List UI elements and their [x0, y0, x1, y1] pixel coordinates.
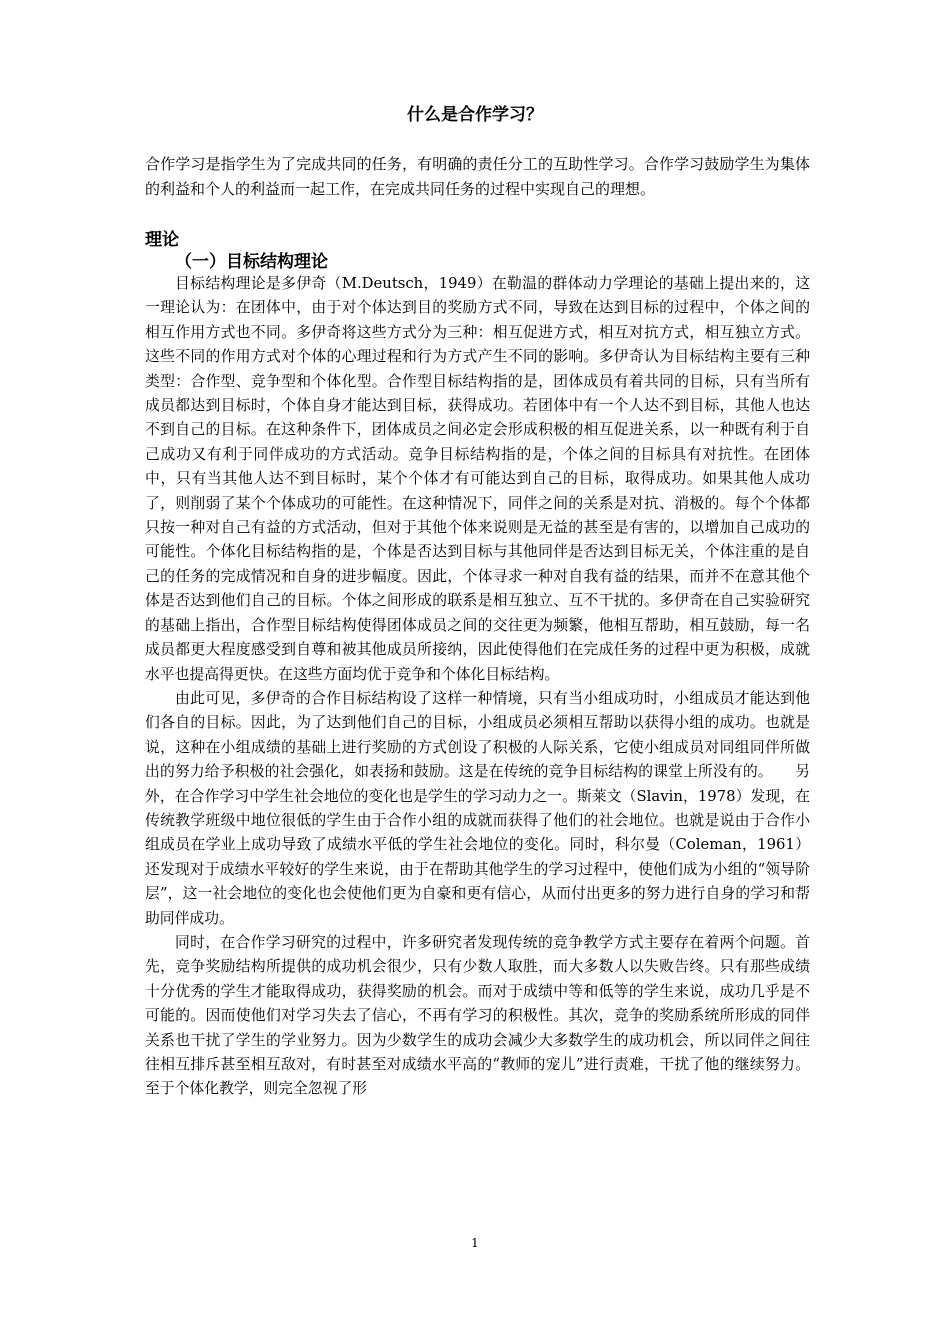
body-paragraph-2: 由此可见，多伊奇的合作目标结构设了这样一种情境，只有当小组成功时，小组成员才能达到他们各自的目标。因此，为了达到他们自己的目标，小组成员必须相互帮助以获得小组的成功。也就是说，这种在小组成绩的基础上进行奖励的方式创设了积极的人际关系，它使小组成员对同组同伴所做出的努力给予积极的社会强化，如表扬和鼓励。这是在传统的竞争目标结构的课堂上所没有的。 另外，在合作学习中学生社会地位的变化也是学生的学习动力之一。斯莱文（Slavin，1978）发现，在传统教学班级中地位很低的学生由于合作小组的成就而获得了他们的社会地位。也就是说由于合作小组成员在学业上成功导致了成绩水平低的学生社会地位的变化。同时，科尔曼（Coleman，1961）还发现对于成绩水平较好的学生来说，由于在帮助其他学生的学习过程中，使他们成为小组的“领导阶层”，这一社会地位的变化也会使他们更为自豪和更有信心，从而付出更多的努力进行自身的学习和帮助同伴成功。	[145, 689, 810, 927]
body-text	[145, 272, 810, 1102]
intro-paragraph: 合作学习是指学生为了完成共同的任务，有明确的责任分工的互助性学习。合作学习鼓励学生为集体的利益和个人的利益而一起工作，在完成共同任务的过程中实现自己的理想。	[145, 155, 810, 198]
section-heading: 理论	[145, 230, 179, 250]
subsection-heading: （一）目标结构理论	[175, 252, 328, 272]
document-title: 什么是合作学习？	[407, 105, 543, 125]
body-paragraph-1: 目标结构理论是多伊奇（M.Deutsch，1949）在勒温的群体动力学理论的基础上提出来的，这一理论认为：在团体中，由于对个体达到目的奖励方式不同，导致在达到目标的过程中，个体之间的相互作用方式也不同。多伊奇将这些方式分为三种：相互促进方式，相互对抗方式，相互独立方式。这些不同的作用方式对个体的心理过程和行为方式产生不同的影响。多伊奇认为目标结构主要有三种类型：合作型、竞争型和个体化型。合作型目标结构指的是，团体成员有着共同的目标，只有当所有成员都达到目标时，个体自身才能达到目标，获得成功。若团体中有一个人达不到目标，其他人也达不到自己的目标。在这种条件下，团体成员之间必定会形成积极的相互促进关系，以一种既有利于自己成功又有利于同伴成功的方式活动。竞争目标结构指的是，个体之间的目标具有对抗性。在团体中，只有当其他人达不到目标时，某个个体才有可能达到自己的目标，取得成功。如果其他人成功了，则削弱了某个个体成功的可能性。在这种情况下，同伴之间的关系是对抗、消极的。每个个体都只按一种对自己有益的方式活动，但对于其他个体来说则是无益的甚至是有害的，以增加自己成功的可能性。个体化目标结构指的是，个体是否达到目标与其他同伴是否达到目标无关，个体注重的是自己的任务的完成情况和自身的进步幅度。因此，个体寻求一种对自我有益的结果，而并不在意其他个体是否达到他们自己的目标。个体之间形成的联系是相互独立、互不干扰的。多伊奇在自己实验研究的基础上指出，合作型目标结构使得团体成员之间的交往更为频繁，他相互帮助，相互鼓励，每一名成员都更大程度感受到自尊和被其他成员所接纳，因此使得他们在完成任务的过程中更为积极，成就水平也提高得更快。在这些方面均优于竞争和个体化目标结构。	[145, 275, 810, 683]
body-paragraph-3: 同时，在合作学习研究的过程中，许多研究者发现传统的竞争教学方式主要存在着两个问题。首先，竞争奖励结构所提供的成功机会很少，只有少数人取胜，而大多数人以失败告终。只有那些成绩十分优秀的学生才能取得成功，获得奖励的机会。而对于成绩中等和低等的学生来说，成功几乎是不可能的。因而使他们对学习失去了信心，不再有学习的积极性。其次，竞争的奖励系统所形成的同伴关系也干扰了学生的学业努力。因为少数学生的成功会减少大多数学生的成功机会，所以同伴之间往往相互排斥甚至相互敌对，有时甚至对成绩水平高的“教师的宠儿”进行责难，干扰了他的继续努力。至于个体化教学，则完全忽视了形	[145, 933, 810, 1098]
page-number: 1	[471, 1236, 479, 1250]
